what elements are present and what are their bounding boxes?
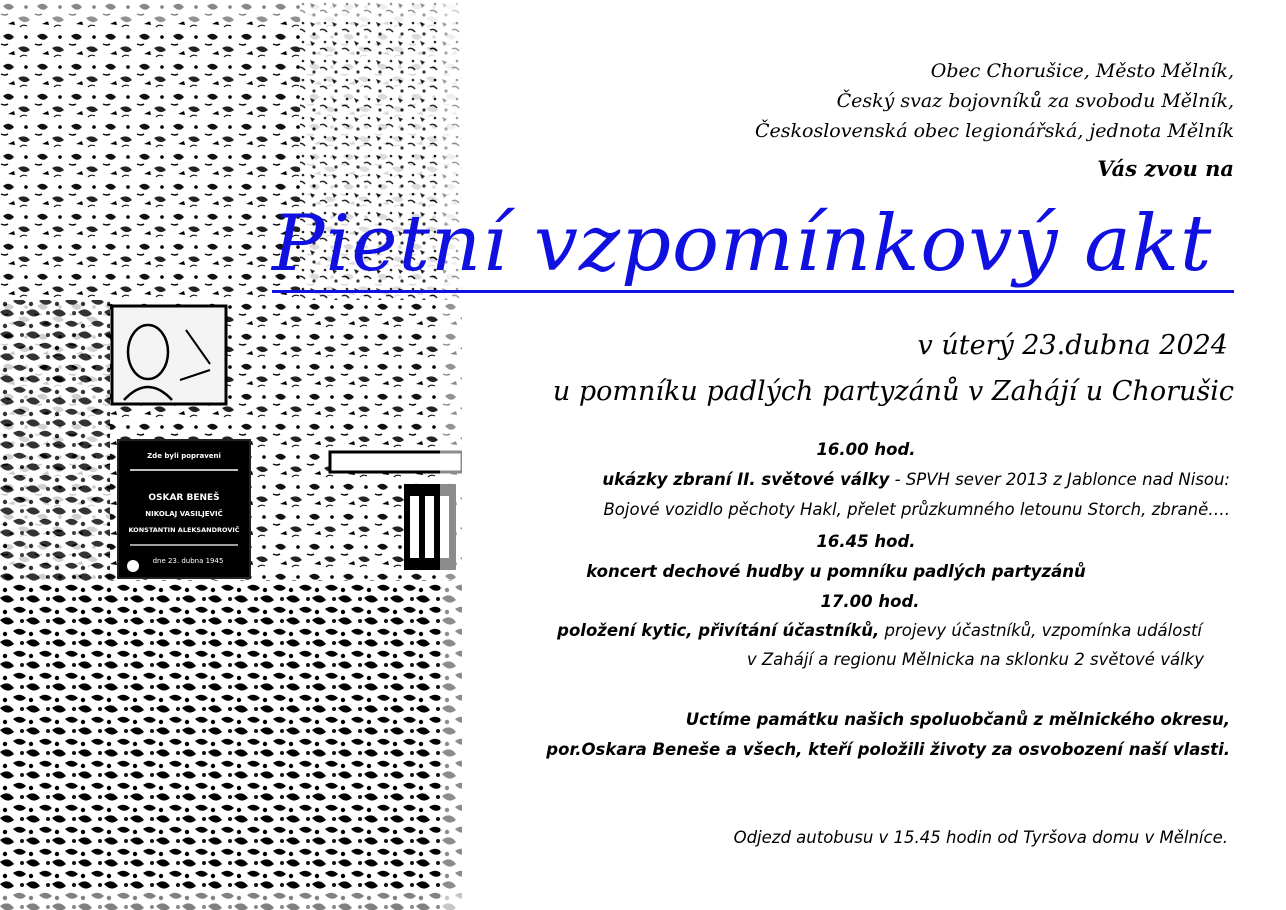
program-item-3-title: položení kytic, přivítání účastníků, [557, 621, 880, 640]
program-item-3 [557, 623, 1202, 640]
organizer-line-2: Český svaz bojovníků za svobodu Mělník, [836, 90, 1234, 112]
program-item-3-detail: projevy účastníků, vzpomínka událostí [879, 621, 1202, 640]
program-item-2: koncert dechové hudby u pomníku padlých partyzánů [586, 562, 1086, 581]
event-place: u pomníku padlých partyzánů v Zahájí u Chorušic [552, 376, 1234, 407]
tribute-line-1: Uctíme památku našich spoluobčanů z mělnického okresu, [685, 710, 1230, 729]
program-time-2: 16.45 hod. [816, 532, 916, 551]
title-underline [272, 290, 1234, 293]
program-time-1: 16.00 hod. [816, 440, 916, 459]
program-item-1-title: ukázky zbraní II. světové války [602, 470, 890, 489]
program-time-3: 17.00 hod. [820, 592, 920, 611]
plaque-line-4: KONSTANTIN ALEKSANDROVIČ [128, 526, 240, 534]
event-date: v úterý 23.dubna 2024 [917, 330, 1228, 361]
program-item-1 [602, 472, 1230, 489]
invite-text: Vás zvou na [1097, 156, 1234, 181]
bus-departure-note: Odjezd autobusu v 15.45 hodin od Tyršova domu v Mělníce. [733, 828, 1228, 847]
program-item-1-line-2: Bojové vozidlo pěchoty Hakl, přelet průzkumného letounu Storch, zbraně…. [603, 500, 1230, 519]
plaque-line-5: dne 23. dubna 1945 [152, 557, 224, 565]
event-title: Pietní vzpomínkový akt [272, 199, 1213, 289]
plaque-line-3: NIKOLAJ VASILJEVIČ [145, 510, 223, 518]
program-item-3-line-2: v Zahájí a regionu Mělnicka na sklonku 2 světové války [746, 650, 1204, 669]
plaque-line-2: OSKAR BENEŠ [148, 493, 220, 503]
organizer-line-3: Československá obec legionářská, jednota Mělník [754, 120, 1234, 142]
program-item-1-detail: - SPVH sever 2013 z Jablonce nad Nisou: [889, 470, 1230, 489]
memorial-photo [0, 0, 462, 910]
tribute-line-2: por.Oskara Beneše a všech, kteří položili životy za osvobození naší vlasti. [546, 740, 1230, 759]
plaque-line-1: Zde byli popraveni [147, 452, 221, 460]
organizer-line-1: Obec Chorušice, Město Mělník, [930, 60, 1234, 82]
